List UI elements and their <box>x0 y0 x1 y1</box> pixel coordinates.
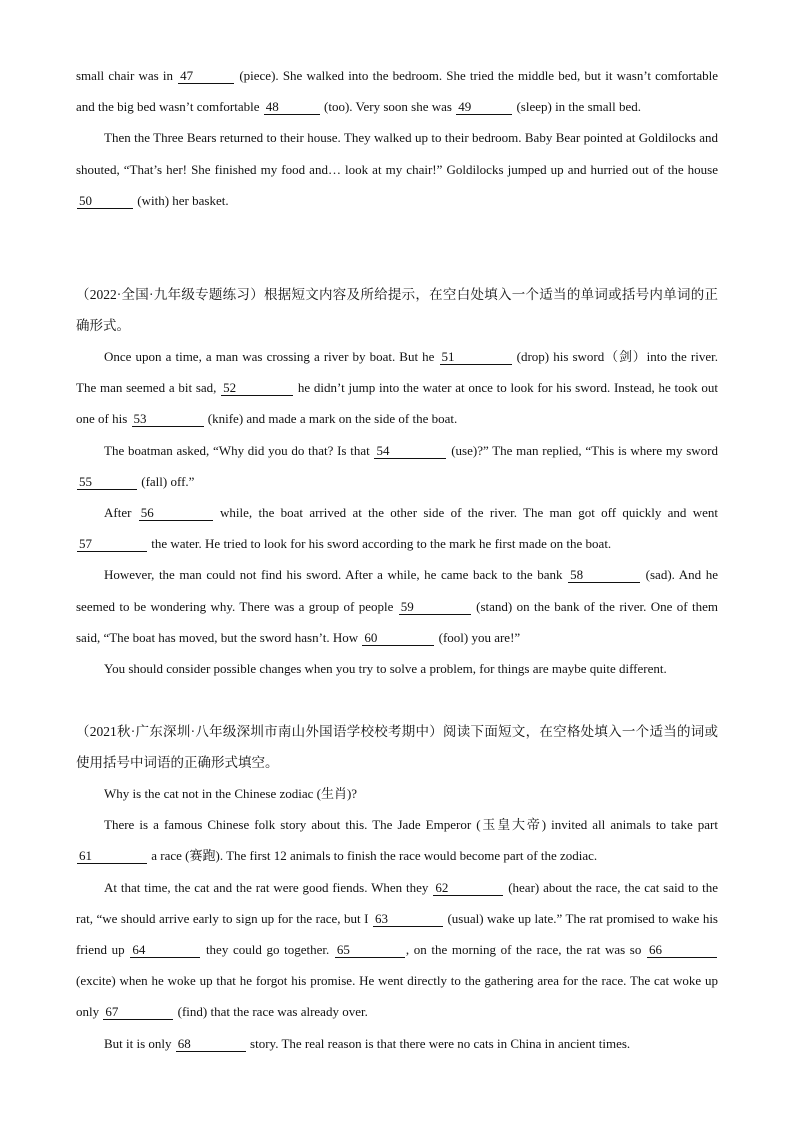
paragraph <box>76 341 718 435</box>
section-heading: （2022·全国·九年级专题练习）根据短文内容及所给提示，在空白处填入一个适当的单词或括号内单词的正确形式。 <box>76 287 718 333</box>
text-run: the water. He tried to look for his sword according to the mark he first made on the boat. <box>148 536 612 552</box>
text-run: (sad). And he seemed to be wondering why. There was a group of people <box>76 567 718 614</box>
answer-blank-47: 47 <box>178 68 234 84</box>
answer-blank-54: 54 <box>374 443 446 459</box>
text-run: (find) that the race was already over. <box>174 1004 368 1020</box>
text-run: There is a famous Chinese folk story about this. The Jade Emperor (玉皇大帝) invited all animals to take part <box>104 817 718 833</box>
answer-blank-52: 52 <box>221 380 293 396</box>
passage-goldilocks <box>76 60 718 216</box>
text-run: However, the man could not find his sword. After a while, he came back to the bank <box>104 567 568 583</box>
text-run: (excite) when he woke up that he forgot his promise. He went directly to the gathering area for the race. The cat woke up only <box>76 973 718 1020</box>
paragraph <box>76 809 718 871</box>
text-run: (use)?” The man replied, “This is where my sword <box>447 442 718 458</box>
text-run: (fall) off.” <box>138 473 195 489</box>
paragraph <box>76 872 718 1028</box>
text-run: (drop) his sword（剑）into the river. The man seemed a bit sad, <box>76 349 718 396</box>
section-heading: （2021秋·广东深圳·八年级深圳市南山外国语学校校考期中）阅读下面短文，在空格处填入一个适当的词或使用括号中词语的正确形式填空。 <box>76 724 718 770</box>
paragraph <box>76 497 718 559</box>
text-run: (sleep) in the small bed. <box>513 99 642 115</box>
answer-blank-48: 48 <box>264 99 320 115</box>
answer-blank-65: 65 <box>335 942 405 958</box>
text-run: (piece). She walked into the bedroom. She tried the middle bed, but it wasn’t comfortable and the big bed wasn’t comfortable <box>76 68 718 115</box>
answer-blank-57: 57 <box>77 536 147 552</box>
answer-blank-60: 60 <box>362 630 434 646</box>
paragraph <box>76 559 718 653</box>
text-run: small chair was in <box>76 68 178 83</box>
text-run: (with) her basket. <box>134 192 229 208</box>
answer-blank-67: 67 <box>103 1004 173 1020</box>
section-sword-boat <box>76 279 718 684</box>
paragraph <box>76 653 718 684</box>
text-run: (knife) and made a mark on the side of the boat. <box>204 411 458 427</box>
answer-blank-62: 62 <box>433 880 503 896</box>
section-cat-zodiac <box>76 716 718 1059</box>
answer-blank-63: 63 <box>373 911 443 927</box>
answer-blank-64: 64 <box>130 942 200 958</box>
text-run: You should consider possible changes when you try to solve a problem, for things are maybe quite different. <box>104 661 667 677</box>
text-run: Once upon a time, a man was crossing a river by boat. But he <box>104 349 439 364</box>
paragraph <box>76 778 718 809</box>
text-run: (stand) on the bank of the river. One of them said, “The boat has moved, but the sword hasn’t. How <box>76 598 719 645</box>
text-run: After <box>104 505 138 521</box>
paragraph <box>76 1028 718 1059</box>
answer-blank-59: 59 <box>399 599 471 615</box>
answer-blank-68: 68 <box>176 1036 246 1052</box>
answer-blank-50: 50 <box>77 193 133 209</box>
answer-blank-55: 55 <box>77 474 137 490</box>
text-run: But it is only <box>104 1035 175 1051</box>
answer-blank-61: 61 <box>77 848 147 864</box>
answer-blank-58: 58 <box>568 567 640 583</box>
answer-blank-66: 66 <box>647 942 717 958</box>
text-run: , on the morning of the race, the rat was so <box>405 942 646 958</box>
answer-blank-56: 56 <box>139 505 213 521</box>
text-run: At that time, the cat and the rat were good fiends. When they <box>104 879 433 895</box>
text-run: he didn’t jump into the water at once to look for his sword. Instead, he took out one of his <box>76 380 718 427</box>
text-run: The boatman asked, “Why did you do that? Is that <box>104 442 374 458</box>
text-run: (usual) wake up late.” The rat promised to wake his friend up <box>76 910 718 958</box>
text-run: (fool) you are!” <box>435 629 521 645</box>
text-run: (too). Very soon she was <box>320 99 456 115</box>
paragraph <box>76 60 718 122</box>
text-run: Why is the cat not in the Chinese zodiac (生肖)? <box>104 786 358 801</box>
paragraph <box>76 122 718 216</box>
paragraph <box>76 435 718 497</box>
text-run: Then the Three Bears returned to their house. They walked up to their bedroom. Baby Bear pointed at Goldilocks and shouted, “That’s her! She finished my food and… look at my chair!” Goldilocks jumped up and hurried out of the house <box>76 130 718 177</box>
text-run: story. The real reason is that there were no cats in China in ancient times. <box>246 1035 631 1051</box>
text-run: while, the boat arrived at the other side of the river. The man got off quickly and went <box>213 505 718 521</box>
text-run: they could go together. <box>201 942 334 958</box>
answer-blank-53: 53 <box>132 411 204 427</box>
answer-blank-49: 49 <box>456 99 512 115</box>
answer-blank-51: 51 <box>440 349 512 365</box>
text-run: a race (赛跑). The first 12 animals to finish the race would become part of the zodiac. <box>148 848 598 864</box>
text-run: (hear) about the race, the cat said to the rat, “we should arrive early to sign up for the race, but I <box>76 879 718 926</box>
